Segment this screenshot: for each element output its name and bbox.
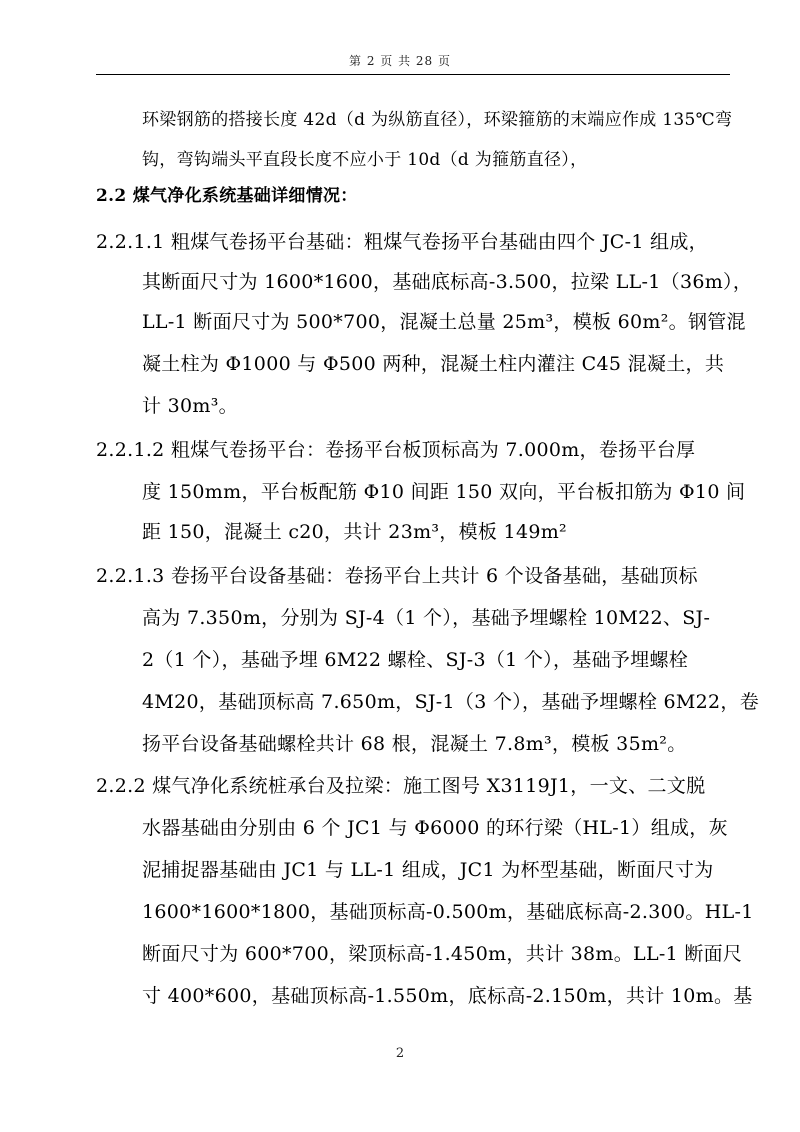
item-2-2-1-1-line-3: LL-1 断面尺寸为 500*700，混凝土总量 25m³，模板 60m²。钢管混 [142, 311, 746, 333]
item-2-2-2-line-4: 1600*1600*1800，基础顶标高-0.500m，基础底标高-2.300。HL-1 [142, 901, 754, 923]
body-line-1: 环梁钢筋的搭接长度 42d（d 为纵筋直径），环梁箍筋的末端应作成 135℃弯 [142, 110, 733, 130]
section-heading-2-2: 2.2 煤气净化系统基础详细情况： [96, 186, 358, 206]
body-line-2: 钩，弯钩端头平直段长度不应小于 10d（d 为箍筋直径）， [142, 150, 588, 170]
item-2-2-1-3-line-4: 4M20，基础顶标高 7.650m，SJ-1（3 个），基础予埋螺栓 6M22，卷 [142, 691, 759, 713]
item-2-2-1-1-line-4: 凝土柱为 Φ1000 与 Φ500 两种，混凝土柱内灌注 C45 混凝土，共 [142, 353, 725, 375]
item-2-2-1-1-heading: 2.2.1.1 粗煤气卷扬平台基础：粗煤气卷扬平台基础由四个 JC-1 组成， [96, 231, 708, 253]
item-2-2-1-3-line-2: 高为 7.350m，分别为 SJ-4（1 个），基础予埋螺栓 10M22、SJ- [142, 607, 711, 629]
item-2-2-1-1-line-5: 计 30m³。 [142, 395, 238, 417]
item-2-2-2-line-6: 寸 400*600，基础顶标高-1.550m，底标高-2.150m，共计 10m。基 [142, 985, 753, 1007]
page-number: 2 [395, 1046, 405, 1061]
item-2-2-1-2-line-3: 距 150，混凝土 c20，共计 23m³，模板 149m² [142, 521, 567, 543]
item-2-2-1-2-heading: 2.2.1.2 粗煤气卷扬平台：卷扬平台板顶标高为 7.000m，卷扬平台厚 [96, 439, 696, 461]
item-2-2-1-2-line-2: 度 150mm，平台板配筋 Φ10 间距 150 双向，平台板扣筋为 Φ10 间 [142, 481, 746, 503]
item-2-2-1-3-line-3: 2（1 个），基础予埋 6M22 螺栓、SJ-3（1 个），基础予埋螺栓 [142, 649, 689, 671]
item-2-2-2-heading: 2.2.2 煤气净化系统桩承台及拉梁：施工图号 X3119J1，一文、二文脱 [96, 775, 706, 797]
item-2-2-2-line-2: 水器基础由分别由 6 个 JC1 与 Φ6000 的环行梁（HL-1）组成，灰 [142, 817, 728, 839]
header-divider [96, 74, 730, 75]
item-2-2-2-line-3: 泥捕捉器基础由 JC1 与 LL-1 组成，JC1 为杯型基础，断面尺寸为 [142, 859, 714, 881]
item-2-2-1-3-line-5: 扬平台设备基础螺栓共计 68 根，混凝土 7.8m³，模板 35m²。 [142, 733, 687, 755]
item-2-2-1-3-heading: 2.2.1.3 卷扬平台设备基础：卷扬平台上共计 6 个设备基础，基础顶标 [96, 565, 698, 587]
item-2-2-1-1-line-2: 其断面尺寸为 1600*1600，基础底标高-3.500，拉梁 LL-1（36m）， [142, 271, 753, 293]
item-2-2-2-line-5: 断面尺寸为 600*700，梁顶标高-1.450m，共计 38m。LL-1 断面尺 [142, 943, 743, 965]
page-header: 第 2 页 共 28 页 [349, 54, 451, 68]
